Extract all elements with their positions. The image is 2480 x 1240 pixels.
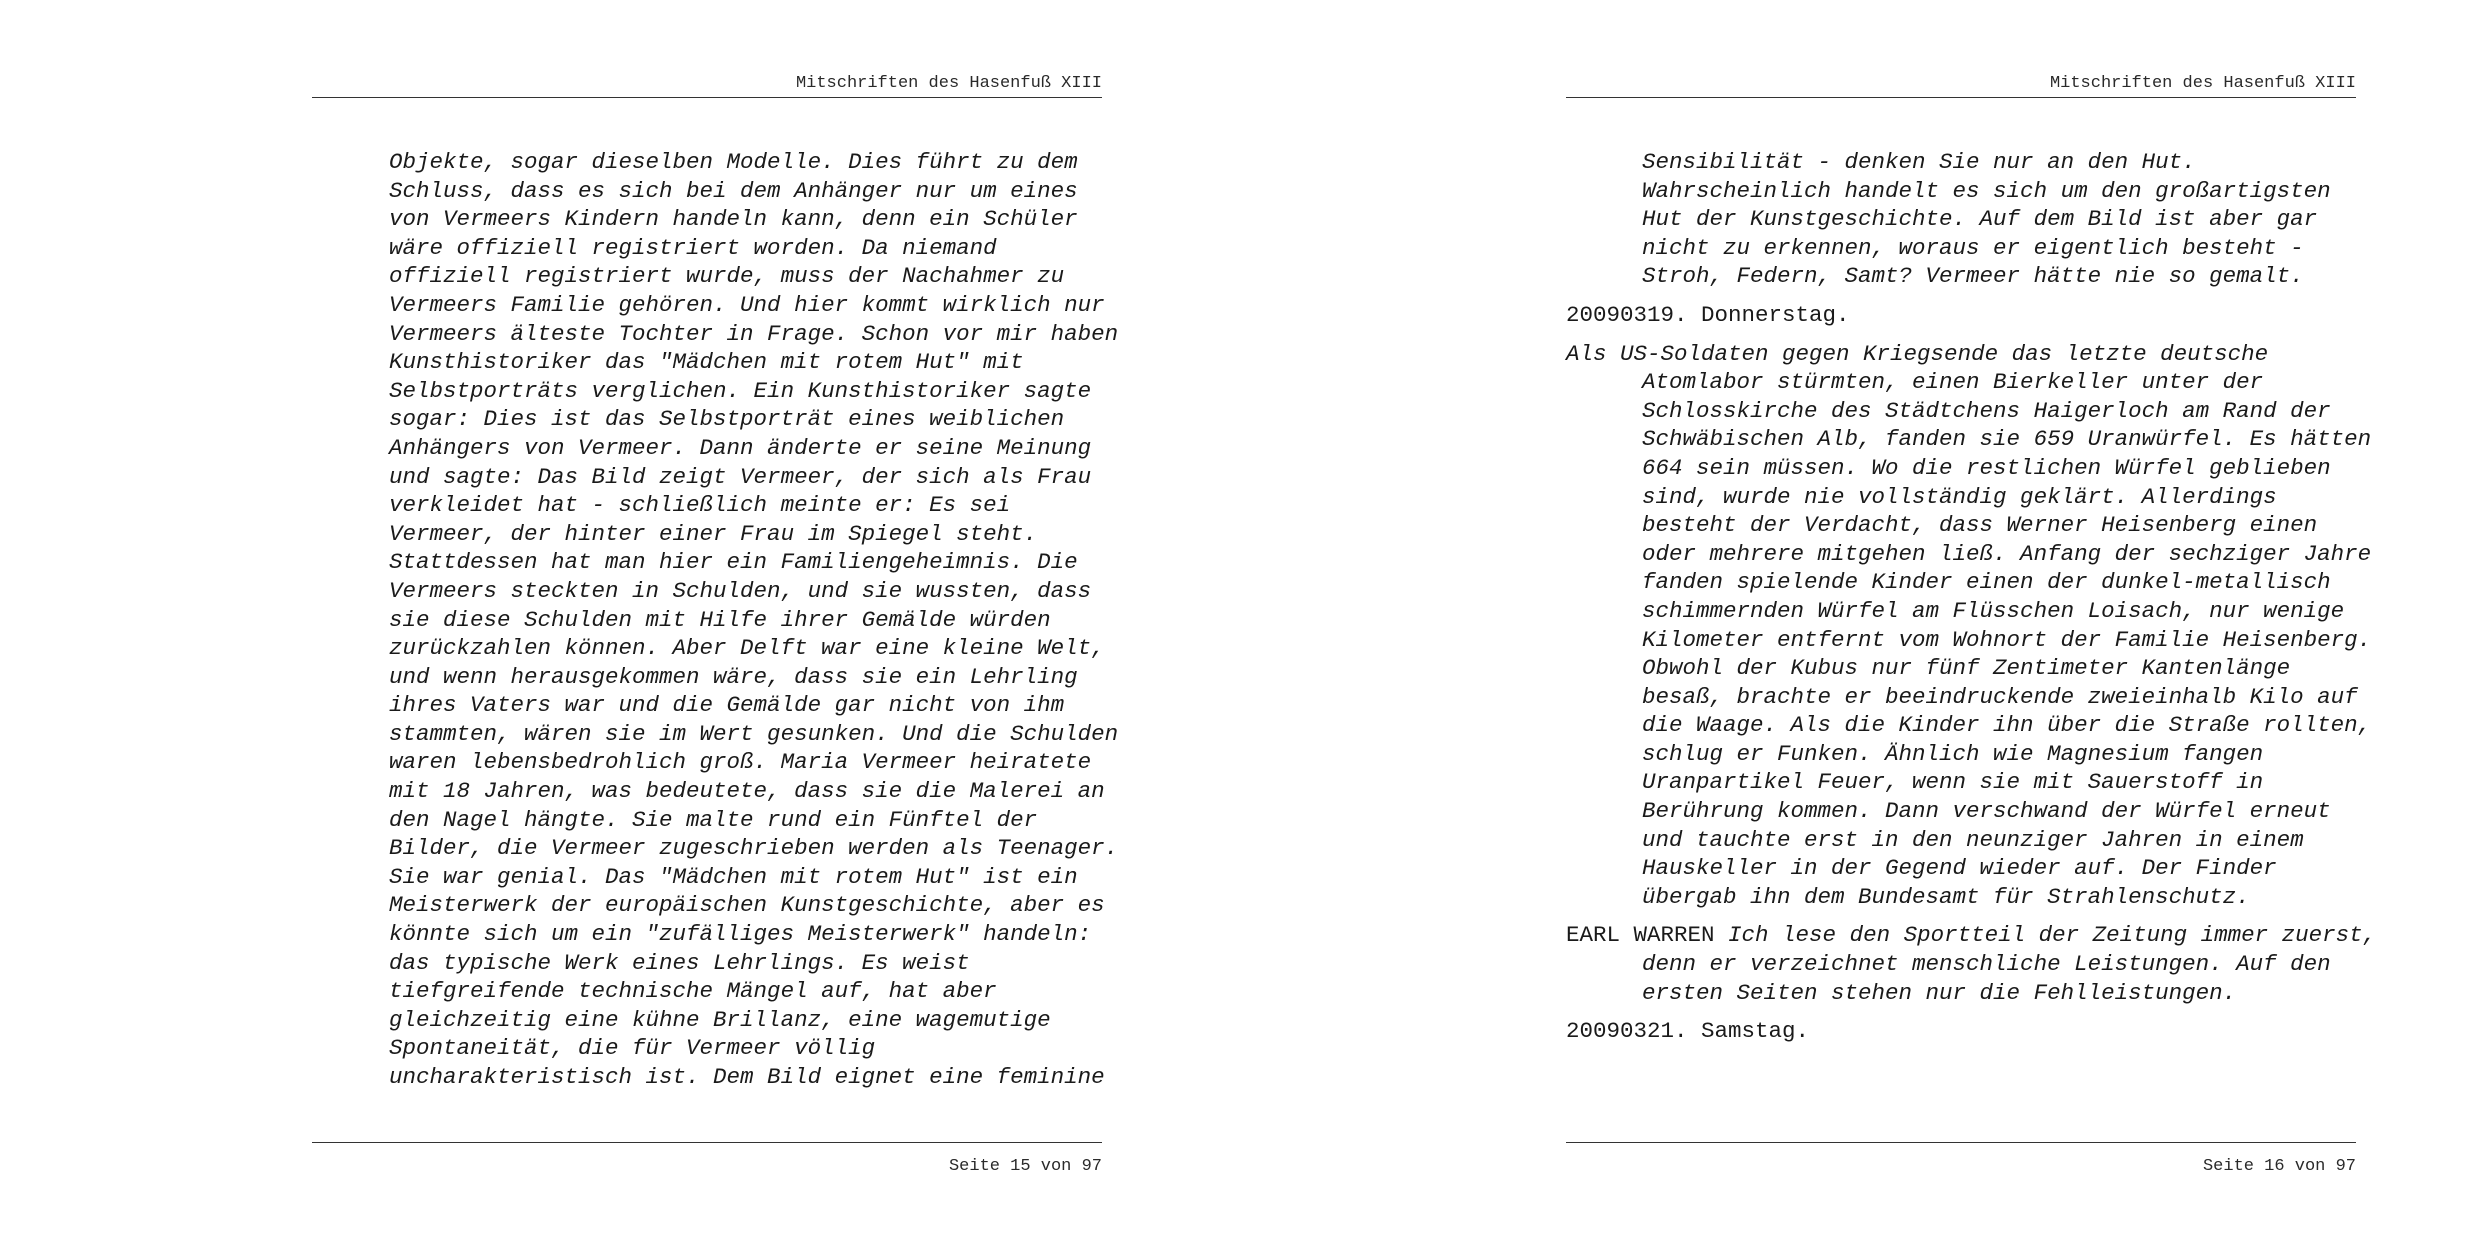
text-line: Sie war genial. Das "Mädchen mit rotem Hut" ist ein: [389, 863, 1078, 890]
text-line: und wenn herausgekommen wäre, dass sie ein Lehrling: [389, 663, 1078, 690]
text-line: Hauskeller in der Gegend wieder auf. Der Finder: [1642, 855, 2277, 882]
text-line: Obwohl der Kubus nur fünf Zentimeter Kantenlänge: [1642, 655, 2291, 682]
text-line: oder mehrere mitgehen ließ. Anfang der sechziger Jahre: [1642, 540, 2372, 567]
running-header: Mitschriften des Hasenfuß XIII: [795, 74, 1102, 93]
diary-entry: [1566, 340, 2372, 912]
text-line: Schlosskirche des Städtchens Haigerloch am Rand der: [1642, 397, 2331, 424]
quote-text: Ich lese den Sportteil der Zeitung immer zuerst,: [1728, 922, 2377, 949]
text-line: gleichzeitig eine kühne Brillanz, eine wagemutige: [389, 1006, 1051, 1033]
text-line: und sagte: Das Bild zeigt Vermeer, der sich als Frau: [389, 463, 1092, 490]
text-line: Hut der Kunstgeschichte. Auf dem Bild ist aber gar: [1642, 206, 2318, 233]
text-line: Uranpartikel Feuer, wenn sie mit Sauerstoff in: [1642, 769, 2264, 796]
text-line: schlug er Funken. Ähnlich wie Magnesium fangen: [1642, 740, 2264, 767]
text-line: schimmernden Würfel am Flüsschen Loisach, nur wenige: [1642, 597, 2345, 624]
text-line: mit 18 Jahren, was bedeutete, dass sie die Malerei an: [389, 778, 1105, 805]
quote-speaker: EARL WARREN: [1566, 922, 1715, 949]
text-line: waren lebensbedrohlich groß. Maria Vermeer heiratete: [389, 749, 1092, 776]
footer-rule: [312, 1142, 1102, 1143]
right-page: [1566, 0, 2377, 1240]
text-line: fanden spielende Kinder einen der dunkel-metallisch: [1642, 569, 2331, 596]
text-line: übergab ihn dem Bundesamt für Strahlenschutz.: [1642, 883, 2250, 910]
quote-first-line: [1566, 921, 2377, 950]
text-line: Anhängers von Vermeer. Dann änderte er seine Meinung: [389, 434, 1092, 461]
text-line: Meisterwerk der europäischen Kunstgeschichte, aber es: [389, 892, 1105, 919]
text-line: den Nagel hängte. Sie malte rund ein Fünftel der: [389, 806, 1038, 833]
text-line: sind, wurde nie vollständig geklärt. Allerdings: [1642, 483, 2277, 510]
continued-paragraph: [1566, 148, 2356, 291]
text-line: Vermeers Familie gehören. Und hier kommt wirklich nur: [389, 291, 1105, 318]
diary-date: 20090321. Samstag.: [1566, 1018, 1810, 1045]
page-number: Seite 15 von 97: [948, 1157, 1102, 1176]
text-line: verkleidet hat - schließlich meinte er: Es sei: [389, 492, 1011, 519]
text-line: Vermeers steckten in Schulden, und sie wussten, dass: [389, 577, 1092, 604]
text-line: wäre offiziell registriert worden. Da niemand: [389, 234, 997, 261]
text-line: tiefgreifende technische Mängel auf, hat aber: [389, 978, 997, 1005]
text-line: Selbstporträts verglichen. Ein Kunsthistoriker sagte: [389, 377, 1092, 404]
text-line: denn er verzeichnet menschliche Leistungen. Auf den: [1642, 951, 2331, 978]
left-page: [312, 0, 1119, 1240]
text-line: Kilometer entfernt vom Wohnort der Familie Heisenberg.: [1642, 626, 2372, 653]
text-line: Atomlabor stürmten, einen Bierkeller unter der: [1642, 369, 2264, 396]
text-line: Schwäbischen Alb, fanden sie 659 Uranwürfel. Es hätten: [1642, 426, 2372, 453]
text-line: ihres Vaters war und die Gemälde gar nicht von ihm: [389, 692, 1065, 719]
body-text: [1566, 148, 2377, 1056]
text-line: Vermeers älteste Tochter in Frage. Schon vor mir haben: [389, 320, 1119, 347]
text-line: Berührung kommen. Dann verschwand der Würfel erneut: [1642, 798, 2331, 825]
text-line: Stattdessen hat man hier ein Familiengeheimnis. Die: [389, 549, 1078, 576]
text-line: und tauchte erst in den neunziger Jahren in einem: [1642, 826, 2304, 853]
text-line: besaß, brachte er beeindruckende zweieinhalb Kilo auf: [1642, 683, 2358, 710]
text-line: von Vermeers Kindern handeln kann, denn ein Schüler: [389, 206, 1078, 233]
text-line: könnte sich um ein "zufälliges Meisterwerk" handeln:: [389, 921, 1092, 948]
text-line: Bilder, die Vermeer zugeschrieben werden als Teenager.: [389, 835, 1119, 862]
header-rule: [312, 97, 1102, 98]
text-line: das typische Werk eines Lehrlings. Es weist: [389, 949, 970, 976]
text-line: Als US-Soldaten gegen Kriegsende das letzte deutsche: [1566, 340, 2269, 367]
text-line: Spontaneität, die für Vermeer völlig: [389, 1035, 876, 1062]
body-text: [389, 148, 1119, 1092]
text-line: Kunsthistoriker das "Mädchen mit rotem Hut" mit: [389, 349, 1024, 376]
text-line: uncharakteristisch ist. Dem Bild eignet eine feminine: [389, 1064, 1105, 1090]
text-line: zurückzahlen können. Aber Delft war eine kleine Welt,: [389, 635, 1105, 662]
footer-rule: [1566, 1142, 2356, 1143]
text-line: die Waage. Als die Kinder ihn über die Straße rollten,: [1642, 712, 2372, 739]
text-line: Schluss, dass es sich bei dem Anhänger nur um eines: [389, 177, 1078, 204]
text-line: ersten Seiten stehen nur die Fehlleistungen.: [1642, 979, 2237, 1006]
text-line: Stroh, Federn, Samt? Vermeer hätte nie so gemalt.: [1642, 263, 2304, 290]
text-line: offiziell registriert wurde, muss der Nachahmer zu: [389, 263, 1065, 290]
quote-entry: [1566, 921, 2377, 1007]
running-header: Mitschriften des Hasenfuß XIII: [2049, 74, 2356, 93]
page-number: Seite 16 von 97: [2202, 1157, 2356, 1176]
text-line: Sensibilität - denken Sie nur an den Hut.: [1642, 149, 2196, 175]
text-line: Wahrscheinlich handelt es sich um den großartigsten: [1642, 177, 2331, 204]
text-line: sie diese Schulden mit Hilfe ihrer Gemälde würden: [389, 606, 1051, 633]
text-line: besteht der Verdacht, dass Werner Heisenberg einen: [1642, 512, 2318, 539]
text-line: Vermeer, der hinter einer Frau im Spiegel steht.: [389, 520, 1038, 547]
header-rule: [1566, 97, 2356, 98]
diary-date: 20090319. Donnerstag.: [1566, 301, 1850, 328]
text-line: stammten, wären sie im Wert gesunken. Und die Schulden: [389, 720, 1119, 747]
text-line: Objekte, sogar dieselben Modelle. Dies führt zu dem: [389, 149, 1078, 175]
text-line: sogar: Dies ist das Selbstporträt eines weiblichen: [389, 406, 1065, 433]
text-line: nicht zu erkennen, woraus er eigentlich besteht -: [1642, 234, 2304, 261]
text-line: 664 sein müssen. Wo die restlichen Würfel geblieben: [1642, 454, 2331, 481]
